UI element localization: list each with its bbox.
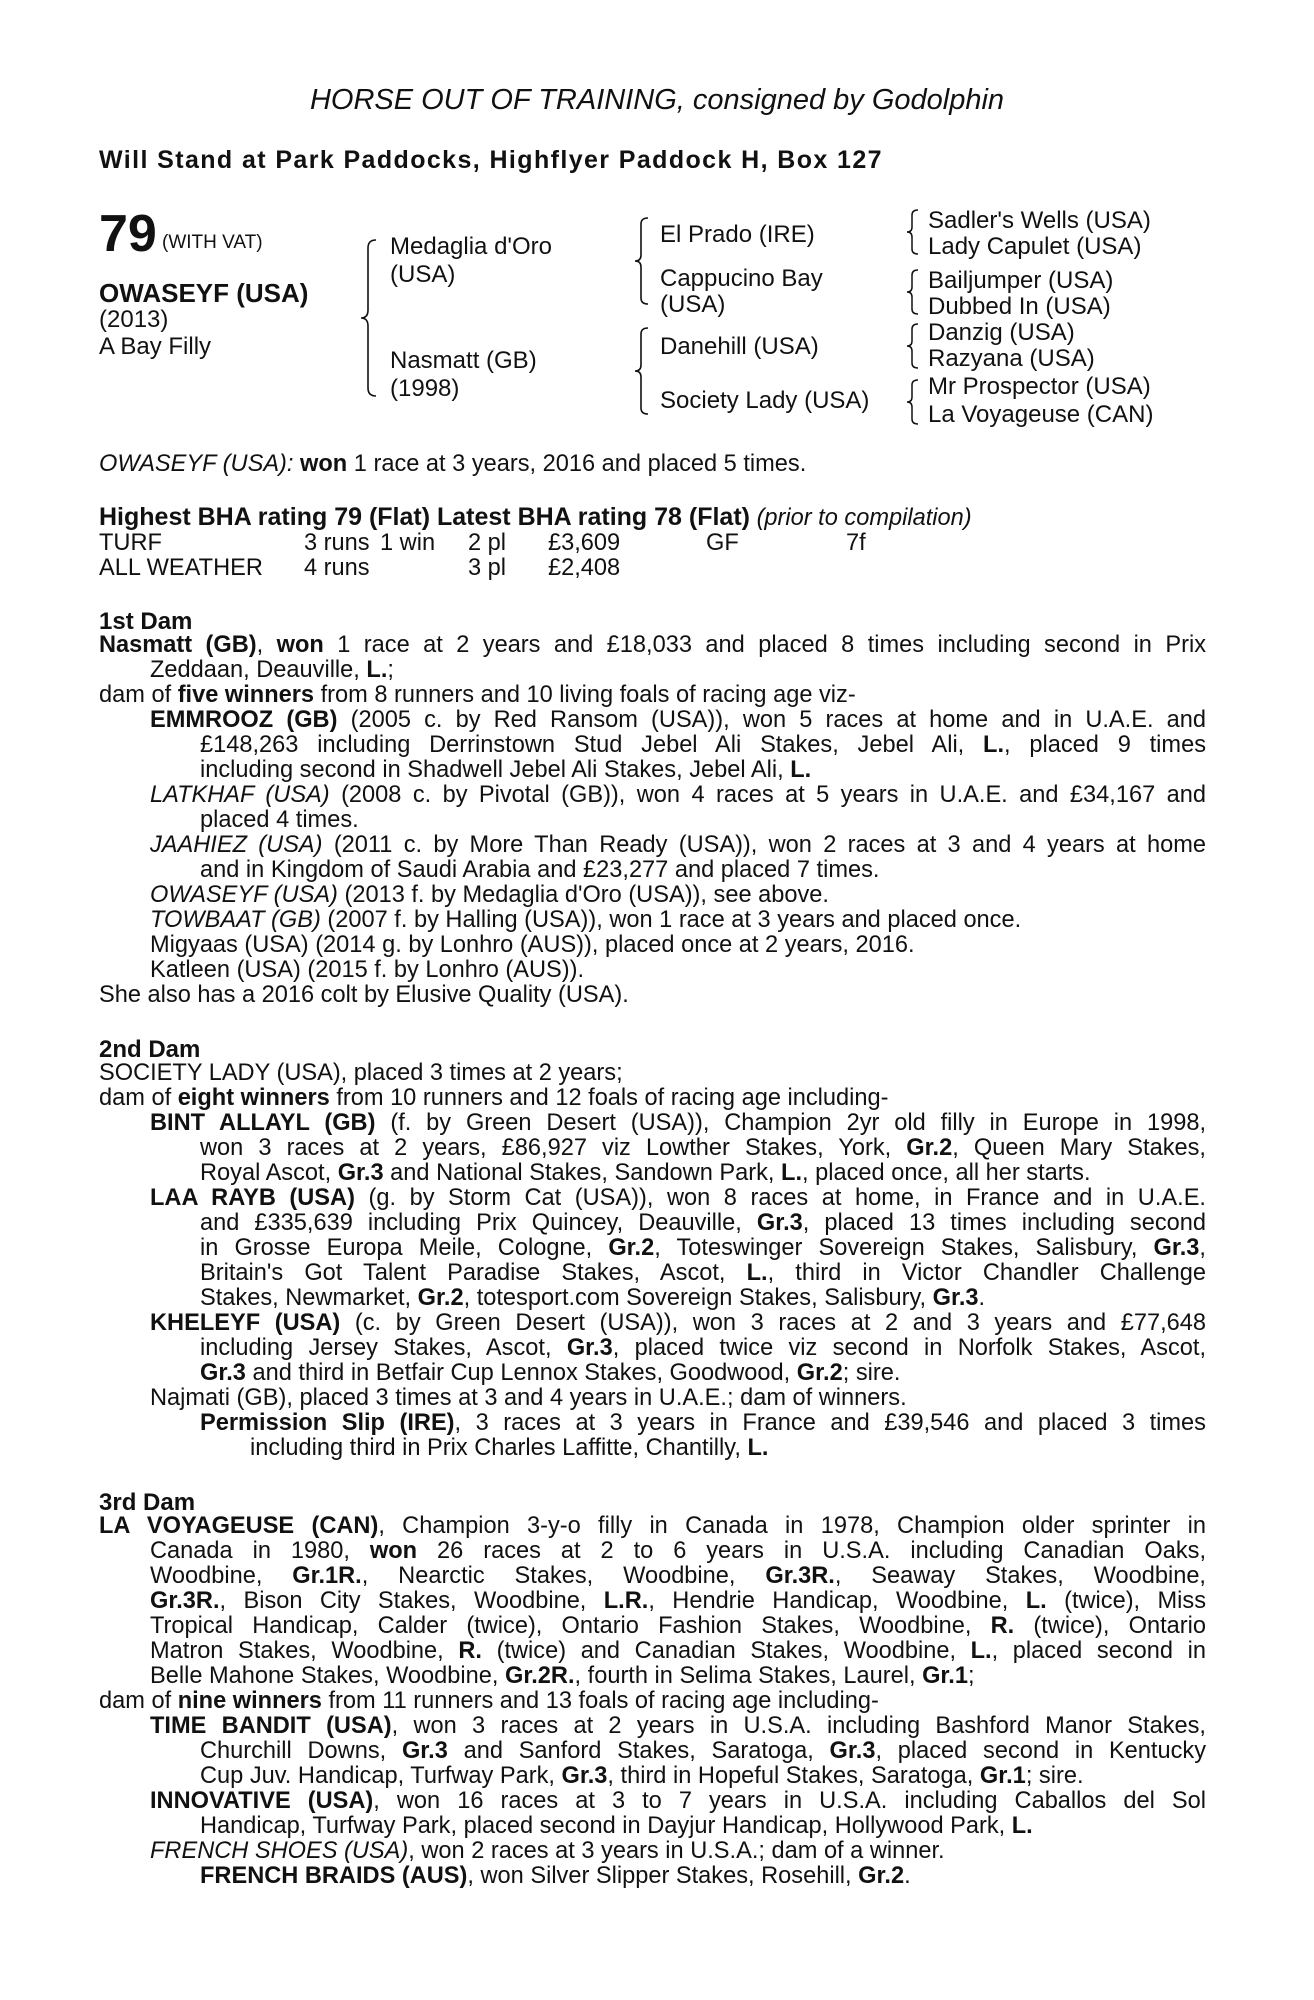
first-dam-line: and in Kingdom of Saudi Arabia and £23,277 and placed 7 times. bbox=[200, 857, 880, 883]
first-dam-line: She also has a 2016 colt by Elusive Quality (USA). bbox=[99, 982, 629, 1008]
first-dam-line: TOWBAAT (GB) (2007 f. by Halling (USA)), won 1 race at 3 years and placed once. bbox=[150, 907, 1022, 933]
second-dam-line: won 3 races at 2 years, £86,927 viz Lowther Stakes, York, Gr.2, Queen Mary Stakes, bbox=[200, 1135, 1206, 1161]
turf-prize: £3,609 bbox=[548, 530, 621, 556]
pedigree-brace-sire bbox=[634, 216, 652, 306]
turf-wins: 1 win bbox=[380, 530, 436, 556]
second-dam-line: Gr.3 and third in Betfair Cup Lennox Stakes, Goodwood, Gr.2; sire. bbox=[200, 1360, 901, 1386]
g3-2: Lady Capulet (USA) bbox=[928, 233, 1142, 260]
second-dam-line: LAA RAYB (USA) (g. by Storm Cat (USA)), won 8 races at home, in France and in U.A.E. bbox=[150, 1185, 1206, 1211]
aw-runs: 4 runs bbox=[304, 555, 370, 581]
lot-number: 79 bbox=[99, 205, 157, 263]
turf-distance: 7f bbox=[846, 530, 866, 556]
dam-dam: Society Lady (USA) bbox=[660, 387, 870, 414]
dam-sire: Danehill (USA) bbox=[660, 333, 819, 360]
dam-year: (1998) bbox=[390, 375, 460, 402]
first-dam-line: including second in Shadwell Jebel Ali Stakes, Jebel Ali, L. bbox=[200, 757, 812, 783]
third-dam-line: Woodbine, Gr.1R., Nearctic Stakes, Woodbine, Gr.3R., Seaway Stakes, Woodbine, bbox=[150, 1563, 1206, 1589]
turf-placed: 2 pl bbox=[468, 530, 507, 556]
third-dam-line: FRENCH SHOES (USA), won 2 races at 3 years in U.S.A.; dam of a winner. bbox=[150, 1838, 945, 1864]
third-dam-line: Cup Juv. Handicap, Turfway Park, Gr.3, third in Hopeful Stakes, Saratoga, Gr.1; sire. bbox=[200, 1763, 1084, 1789]
third-dam-line: Canada in 1980, won 26 races at 2 to 6 years in U.S.A. including Canadian Oaks, bbox=[150, 1538, 1207, 1564]
turf-label: TURF bbox=[99, 530, 162, 556]
second-dam-line: Najmati (GB), placed 3 times at 3 and 4 years in U.A.E.; dam of winners. bbox=[150, 1385, 907, 1411]
second-dam-heading: 2nd Dam bbox=[99, 1036, 201, 1063]
first-dam-line: EMMROOZ (GB) (2005 c. by Red Ransom (USA)), won 5 races at home and in U.A.E. and bbox=[150, 707, 1207, 733]
stand-location: Will Stand at Park Paddocks, Highflyer Paddock H, Box 127 bbox=[99, 146, 883, 174]
pedigree-brace-g3-2 bbox=[906, 268, 922, 318]
second-dam-line: including Jersey Stakes, Ascot, Gr.3, placed twice viz second in Norfolk Stakes, Ascot, bbox=[200, 1335, 1206, 1361]
g3-7: Mr Prospector (USA) bbox=[928, 373, 1151, 400]
dam-name: Nasmatt (GB) bbox=[390, 347, 537, 374]
third-dam-heading: 3rd Dam bbox=[99, 1489, 196, 1516]
turf-going: GF bbox=[706, 530, 739, 556]
sire-name: Medaglia d'Oro bbox=[390, 233, 552, 260]
page-title: HORSE OUT OF TRAINING, consigned by Godolphin bbox=[309, 84, 1005, 116]
third-dam-line: Matron Stakes, Woodbine, R. (twice) and Canadian Stakes, Woodbine, L., placed second in bbox=[150, 1638, 1206, 1664]
pedigree-brace-g3-4 bbox=[906, 378, 922, 428]
aw-label: ALL WEATHER bbox=[99, 555, 263, 581]
second-dam-line: Britain's Got Talent Paradise Stakes, Ascot, L., third in Victor Chandler Challenge bbox=[200, 1260, 1206, 1286]
first-dam-line: LATKHAF (USA) (2008 c. by Pivotal (GB)), won 4 races at 5 years in U.A.E. and £34,167 and bbox=[150, 782, 1206, 808]
third-dam-line: Belle Mahone Stakes, Woodbine, Gr.2R., fourth in Selima Stakes, Laurel, Gr.1; bbox=[150, 1663, 975, 1689]
first-dam-line: placed 4 times. bbox=[200, 807, 359, 833]
third-dam-line: Gr.3R., Bison City Stakes, Woodbine, L.R., Hendrie Handicap, Woodbine, L. (twice), Miss bbox=[150, 1588, 1206, 1614]
pedigree-brace-main bbox=[360, 238, 380, 398]
third-dam-line: FRENCH BRAIDS (AUS), won Silver Slipper Stakes, Rosehill, Gr.2. bbox=[200, 1863, 911, 1889]
pedigree-brace-dam bbox=[634, 326, 652, 416]
second-dam-line: in Grosse Europa Meile, Cologne, Gr.2, Toteswinger Sovereign Stakes, Salisbury, Gr.3, bbox=[200, 1235, 1206, 1261]
third-dam-line: Handicap, Turfway Park, placed second in Dayjur Handicap, Hollywood Park, L. bbox=[200, 1813, 1033, 1839]
turf-runs: 3 runs bbox=[304, 530, 370, 556]
bha-rating: Highest BHA rating 79 (Flat) Latest BHA rating 78 (Flat) (prior to compilation) bbox=[99, 503, 972, 531]
third-dam-line: Churchill Downs, Gr.3 and Sanford Stakes, Saratoga, Gr.3, placed second in Kentucky bbox=[200, 1738, 1206, 1764]
g3-3: Bailjumper (USA) bbox=[928, 267, 1114, 294]
first-dam-line: OWASEYF (USA) (2013 f. by Medaglia d'Oro (USA)), see above. bbox=[150, 882, 829, 908]
aw-placed: 3 pl bbox=[468, 555, 507, 581]
third-dam-line: INNOVATIVE (USA), won 16 races at 3 to 7 years in U.S.A. including Caballos del Sol bbox=[150, 1788, 1207, 1814]
vat-note: (WITH VAT) bbox=[162, 232, 263, 253]
third-dam-line: dam of nine winners from 11 runners and 13 foals of racing age including- bbox=[99, 1688, 879, 1714]
horse-name: OWASEYF (USA) bbox=[99, 278, 309, 308]
race-summary: OWASEYF (USA): won 1 race at 3 years, 2016 and placed 5 times. bbox=[99, 451, 807, 477]
sire-dam: Cappucino Bay bbox=[660, 265, 823, 292]
pedigree-brace-g3-1 bbox=[906, 208, 922, 258]
first-dam-line: Katleen (USA) (2015 f. by Lonhro (AUS)). bbox=[150, 957, 585, 983]
aw-prize: £2,408 bbox=[548, 555, 621, 581]
first-dam-line: dam of five winners from 8 runners and 10 living foals of racing age viz- bbox=[99, 682, 856, 708]
g3-5: Danzig (USA) bbox=[928, 319, 1075, 346]
first-dam-heading: 1st Dam bbox=[99, 608, 193, 635]
g3-4: Dubbed In (USA) bbox=[928, 293, 1111, 320]
sire-sire: El Prado (IRE) bbox=[660, 221, 815, 248]
second-dam-line: BINT ALLAYL (GB) (f. by Green Desert (USA)), Champion 2yr old filly in Europe in 1998, bbox=[150, 1110, 1206, 1136]
horse-year: (2013) bbox=[99, 306, 169, 333]
third-dam-line: Tropical Handicap, Calder (twice), Ontario Fashion Stakes, Woodbine, R. (twice), Ontario bbox=[150, 1613, 1206, 1639]
third-dam-line: TIME BANDIT (USA), won 3 races at 2 years in U.S.A. including Bashford Manor Stakes, bbox=[150, 1713, 1206, 1739]
second-dam-line: KHELEYF (USA) (c. by Green Desert (USA)), won 3 races at 2 and 3 years and £77,648 bbox=[150, 1310, 1207, 1336]
second-dam-line: including third in Prix Charles Laffitte, Chantilly, L. bbox=[250, 1435, 769, 1461]
second-dam-line: and £335,639 including Prix Quincey, Deauville, Gr.3, placed 13 times including second bbox=[200, 1210, 1206, 1236]
second-dam-line: Stakes, Newmarket, Gr.2, totesport.com Sovereign Stakes, Salisbury, Gr.3. bbox=[200, 1285, 986, 1311]
first-dam-line: Zeddaan, Deauville, L.; bbox=[150, 657, 394, 683]
second-dam-line: Royal Ascot, Gr.3 and National Stakes, Sandown Park, L., placed once, all her starts. bbox=[200, 1160, 1091, 1186]
g3-6: Razyana (USA) bbox=[928, 345, 1095, 372]
sire-origin: (USA) bbox=[390, 261, 456, 288]
g3-1: Sadler's Wells (USA) bbox=[928, 207, 1151, 234]
first-dam-line: Nasmatt (GB), won 1 race at 2 years and £18,033 and placed 8 times including second in Prix bbox=[99, 632, 1206, 658]
g3-8: La Voyageuse (CAN) bbox=[928, 401, 1154, 428]
pedigree-brace-g3-3 bbox=[906, 322, 922, 372]
second-dam-line: dam of eight winners from 10 runners and 12 foals of racing age including- bbox=[99, 1085, 889, 1111]
third-dam-line: LA VOYAGEUSE (CAN), Champion 3-y-o filly in Canada in 1978, Champion older sprinter in bbox=[99, 1513, 1206, 1539]
first-dam-line: JAAHIEZ (USA) (2011 c. by More Than Ready (USA)), won 2 races at 3 and 4 years at home bbox=[150, 832, 1206, 858]
first-dam-line: £148,263 including Derrinstown Stud Jebel Ali Stakes, Jebel Ali, L., placed 9 times bbox=[200, 732, 1206, 758]
sire-dam-origin: (USA) bbox=[660, 291, 726, 318]
second-dam-line: SOCIETY LADY (USA), placed 3 times at 2 years; bbox=[99, 1060, 623, 1086]
horse-description: A Bay Filly bbox=[99, 333, 212, 360]
second-dam-line: Permission Slip (IRE), 3 races at 3 years in France and £39,546 and placed 3 times bbox=[200, 1410, 1206, 1436]
first-dam-line: Migyaas (USA) (2014 g. by Lonhro (AUS)), placed once at 2 years, 2016. bbox=[150, 932, 915, 958]
